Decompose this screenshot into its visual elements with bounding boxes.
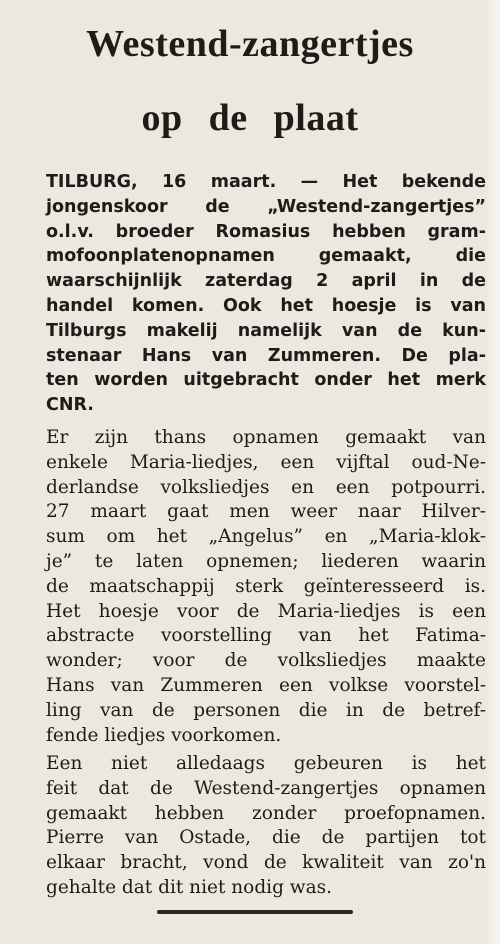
- body-paragraph-3: [46, 752, 486, 901]
- text-line: fende liedjes voorkomen.: [46, 724, 282, 746]
- body-paragraph-2: [46, 426, 486, 748]
- text-line: TILBURG, 16 maart. — Het bekende: [46, 172, 486, 192]
- text-line: handel komen. Ook het hoesje is van: [46, 295, 486, 316]
- lead-paragraph: [46, 170, 486, 418]
- text-line: je” te laten opnemen; liederen waarin: [46, 550, 486, 572]
- text-line: gehalte dat dit niet nodig was.: [46, 876, 333, 898]
- end-rule-divider: [157, 910, 353, 914]
- paper-edge: [486, 0, 500, 944]
- text-line: sum om het „Angelus” en „Maria-klok-: [46, 526, 486, 548]
- text-line: gemaakt hebben zonder proefopnamen.: [46, 802, 486, 824]
- text-line: wonder; voor de volksliedjes maakte: [46, 650, 486, 672]
- text-line: Hans van Zummeren een volkse voorstel-: [46, 674, 486, 696]
- text-line: waarschijnlijk zaterdag 2 april in de: [46, 271, 486, 292]
- text-line: feit dat de Westend-zangertjes opnamen: [46, 777, 486, 799]
- headline-line-1: Westend-zangertjes: [86, 23, 414, 65]
- text-line: enkele Maria-liedjes, een vijftal oud-Ne-: [46, 451, 486, 473]
- text-line: o.l.v. broeder Romasius hebben gram-: [46, 221, 486, 242]
- text-line: ling van de personen die in de betref-: [46, 699, 486, 721]
- text-line: 27 maart gaat men weer naar Hilver-: [46, 501, 486, 523]
- text-line: ten worden uitgebracht onder het merk: [46, 370, 486, 391]
- text-line: de maatschappij sterk geïnteresseerd is.: [46, 575, 486, 597]
- text-line: Een niet alledaags gebeuren is het: [46, 753, 486, 774]
- text-line: CNR.: [46, 395, 94, 416]
- text-line: abstracte voorstelling van het Fatima-: [46, 625, 486, 647]
- headline-line-2: op de plaat: [141, 97, 359, 139]
- text-line: stenaar Hans van Zummeren. De pla-: [46, 345, 486, 366]
- text-line: Tilburgs makelij namelijk van de kun-: [46, 320, 486, 341]
- text-line: derlandse volksliedjes en een potpourri.: [46, 476, 486, 498]
- text-line: Pierre van Ostade, die de partijen tot: [46, 827, 486, 849]
- text-line: Het hoesje voor de Maria-liedjes is een: [46, 600, 486, 622]
- text-line: jongenskoor de „Westend-zangertjes”: [46, 196, 486, 217]
- text-line: Er zijn thans opnamen gemaakt van: [46, 427, 486, 448]
- text-line: mofoonplatenopnamen gemaakt, die: [46, 246, 486, 267]
- text-line: elkaar bracht, vond de kwaliteit van zo'n: [46, 852, 486, 874]
